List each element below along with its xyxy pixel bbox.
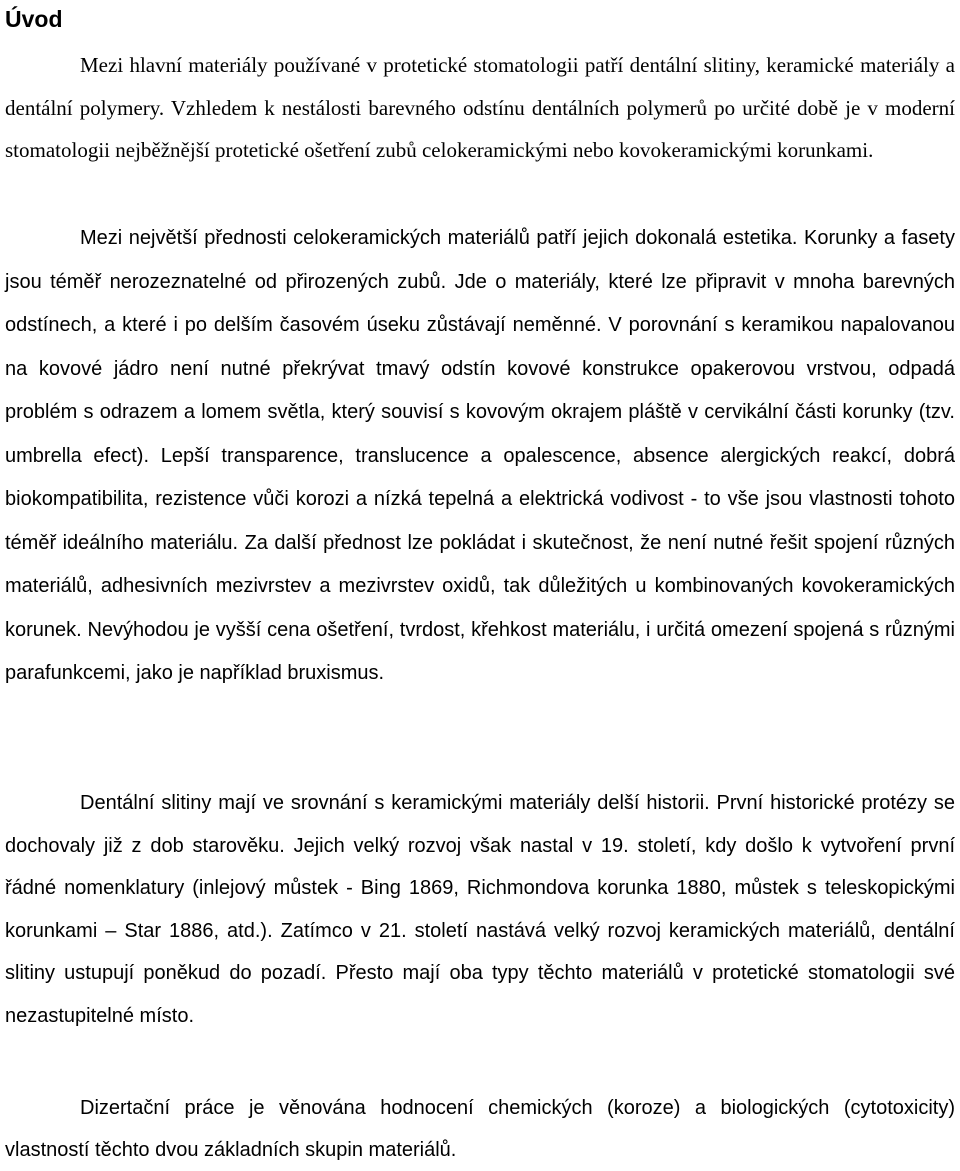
section-heading: Úvod [5,6,63,32]
paragraph-dental-alloys-history: Dentální slitiny mají ve srovnání s keramickými materiály delší historii. První historické protézy se dochovaly již z dob starověku. Jejich velký rozvoj však nastal v 19. století, kdy došlo k vytvoření první řádné nomenklatury (inlejový můstek - Bing 1869, Richmondova korunka 1880, můstek s teleskopickými korunkami – Star 1886, atd.). Zatímco v 21. století nastává velký rozvoj keramických materiálů, dentální slitiny ustupují poněkud do pozadí. Přesto mají oba typy těchto materiálů v protetické stomatologii své nezastupitelné místo. [5,792,955,1027]
paragraph-intro: Mezi hlavní materiály používané v protetické stomatologii patří dentální slitiny, keramické materiály a dentální polymery. Vzhledem k nestálosti barevného odstínu dentálních polymerů po určité době je v moderní stomatologii nejběžnější protetické ošetření zubů celokeramickými nebo kovokeramickými korunkami. [5,53,955,162]
paragraph-ceramics-advantages: Mezi největší přednosti celokeramických materiálů patří jejich dokonalá estetika. Korunky a fasety jsou téměř nerozeznatelné od přirozených zubů. Jde o materiály, které lze připravit v mnoha barevných odstínech, a které i po delším časovém úseku zůstávají neměnné. V porovnání s keramikou napalovanou na kovové jádro není nutné překrývat tmavý odstín kovové konstrukce opakerovou vrstvou, odpadá problém s odrazem a lomem světla, který souvisí s kovovým okrajem pláště v cervikální části korunky (tzv. umbrella efect). Lepší transparence, translucence a opalescence, absence alergických reakcí, dobrá biokompatibilita, rezistence vůči korozi a nízká tepelná a elektrická vodivost - to vše jsou vlastnosti tohoto téměř ideálního materiálu. Za další přednost lze pokládat i skutečnost, že není nutné řešit spojení různých materiálů, adhesivních mezivrstev a mezivrstev oxidů, tak důležitých u kombinovaných kovokeramických korunek. Nevýhodou je vyšší cena ošetření, tvrdost, křehkost materiálu, i určitá omezení spojená s různými parafunkcemi, jako je například bruxismus. [5,227,955,684]
paragraph-thesis-aim: Dizertační práce je věnována hodnocení chemických (koroze) a biologických (cytotoxicity) vlastností těchto dvou základních skupin materiálů. [5,1097,955,1161]
